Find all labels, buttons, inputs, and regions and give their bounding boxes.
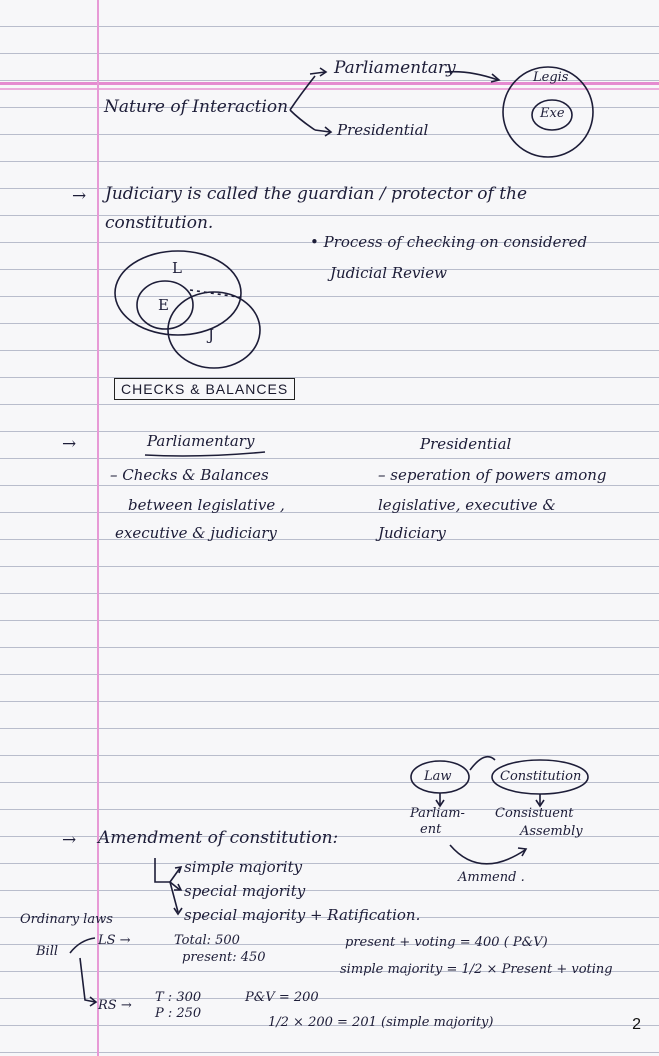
presidential-label: Presidential xyxy=(337,121,429,139)
simple-majority-formula: simple majority = 1/2 × Present + voting xyxy=(340,962,613,977)
option-special-ratification: special majority + Ratification. xyxy=(184,906,421,924)
exe-label: Exe xyxy=(540,106,565,121)
ls-total: Total: 500 xyxy=(174,933,240,948)
assembly-label: Assembly xyxy=(520,824,583,839)
rs-calculation: 1/2 × 200 = 201 (simple majority) xyxy=(268,1015,494,1030)
option-special-majority: special majority xyxy=(184,882,306,900)
judicial-review-line-2: Judicial Review xyxy=(330,264,447,282)
nature-of-interaction: Nature of Interaction xyxy=(104,97,289,117)
rs-label: RS → xyxy=(98,998,132,1013)
rs-psv: P&V = 200 xyxy=(245,990,319,1005)
arrow-bullet-3: → xyxy=(62,830,77,850)
judiciary-line-1: Judiciary is called the guardian / protector of the xyxy=(105,184,528,204)
col2-line-2: legislative, executive & xyxy=(378,496,556,514)
venn-label-j: J xyxy=(208,326,215,344)
legis-label: Legis xyxy=(533,70,569,85)
col1-line-2: between legislative , xyxy=(128,496,285,514)
parliamentary-label: Parliamentary xyxy=(334,58,456,78)
amend-label: Ammend . xyxy=(458,870,525,885)
arrow-bullet: → xyxy=(72,186,87,206)
present-voting: present + voting = 400 ( P&V) xyxy=(345,935,548,950)
col1-heading: Parliamentary xyxy=(147,432,255,450)
judicial-review-line-1: • Process of checking on considered xyxy=(310,233,588,251)
ls-label: LS → xyxy=(98,933,131,948)
ordinary-laws-label: Ordinary laws xyxy=(20,912,113,927)
col1-line-1: – Checks & Balances xyxy=(110,466,269,484)
venn-label-l: L xyxy=(172,259,182,277)
parliament-label-2: ent xyxy=(420,822,442,837)
rs-total: T : 300 xyxy=(155,990,202,1005)
law-bubble: Law xyxy=(424,769,452,784)
judiciary-line-2: constitution. xyxy=(105,213,214,233)
col2-line-1: – seperation of powers among xyxy=(378,466,607,484)
option-simple-majority: simple majority xyxy=(184,858,303,876)
checks-balances-box: CHECKS & BALANCES xyxy=(114,378,295,400)
page-number: 2 xyxy=(632,1016,641,1033)
constituent-label: Consistuent xyxy=(495,806,574,821)
col2-heading: Presidential xyxy=(420,435,512,453)
ls-present: present: 450 xyxy=(182,950,266,965)
col1-line-3: executive & judiciary xyxy=(115,524,277,542)
bill-label: Bill xyxy=(36,944,59,959)
parliament-label: Parliam- xyxy=(410,806,465,821)
venn-label-e: E xyxy=(158,296,169,314)
arrow-bullet-2: → xyxy=(62,434,77,454)
constitution-bubble: Constitution xyxy=(500,769,582,784)
rs-present: P : 250 xyxy=(155,1006,202,1021)
col2-line-3: Judiciary xyxy=(378,524,446,542)
amendment-heading: Amendment of constitution: xyxy=(98,828,339,848)
